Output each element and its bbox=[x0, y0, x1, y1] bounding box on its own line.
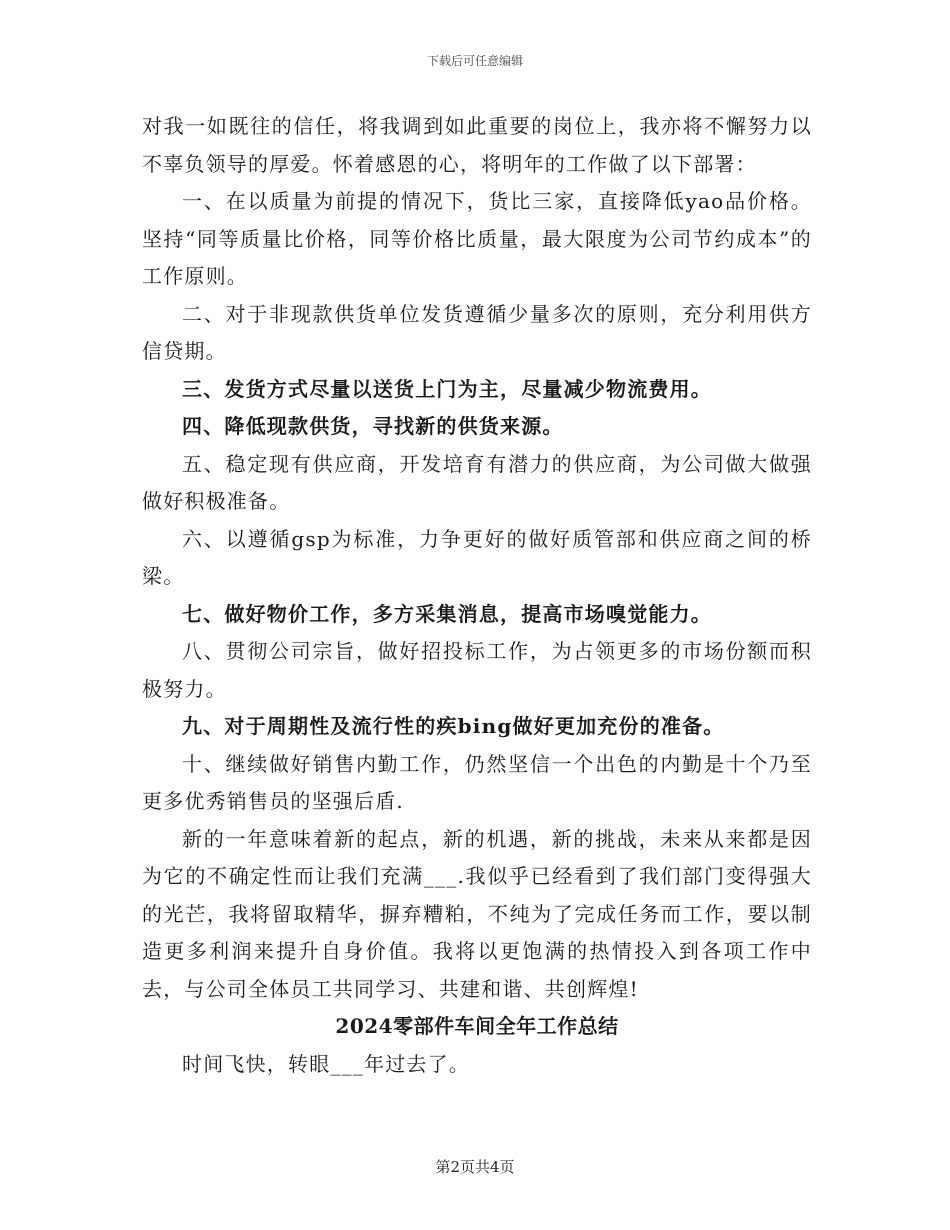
paragraph-opening: 时间飞快，转眼___年过去了。 bbox=[182, 1051, 470, 1076]
paragraph-item-5: 五、稳定现有供应商，开发培育有潜力的供应商，为公司做大做强做好积极准备。 bbox=[142, 451, 812, 513]
paragraph-conclusion: 新的一年意味着新的起点，新的机遇，新的挑战，未来从来都是因为它的不确定性而让我们充满___.我似乎已经看到了我们部门变得强大的光芒，我将留取精华，摒弃糟粕，不纯为了完成任务而工作，要以制造更多利润来提升自身价值。我将以更饱满的热情投入到各项工作中去，与公司全体员工共同学习、共建和谐、共创辉煌! bbox=[142, 826, 812, 1001]
paragraph-item-3: 三、发货方式尽量以送货上门为主，尽量减少物流费用。 bbox=[182, 376, 712, 401]
paragraph-item-10: 十、继续做好销售内勤工作，仍然坚信一个出色的内勤是十个乃至更多优秀销售员的坚强后盾. bbox=[142, 751, 812, 813]
paragraph-intro: 对我一如既往的信任，将我调到如此重要的岗位上，我亦将不懈努力以不辜负领导的厚爱。怀着感恩的心，将明年的工作做了以下部署： bbox=[142, 114, 812, 176]
paragraph-item-6: 六、以遵循gsp为标准，力争更好的做好质管部和供应商之间的桥梁。 bbox=[142, 526, 812, 588]
paragraph-item-2: 二、对于非现款供货单位发货遵循少量多次的原则，充分利用供方信贷期。 bbox=[142, 301, 812, 363]
paragraph-item-7: 七、做好物价工作，多方采集消息，提高市场嗅觉能力。 bbox=[182, 601, 712, 626]
page-header: 下载后可任意编辑 bbox=[426, 54, 523, 68]
section-heading: 2024零部件车间全年工作总结 bbox=[335, 1014, 619, 1038]
paragraph-item-4: 四、降低现款供货，寻找新的供货来源。 bbox=[182, 414, 564, 438]
paragraph-item-1: 一、在以质量为前提的情况下，货比三家，直接降低yao品价格。坚持“同等质量比价格，同等价格比质量，最大限度为公司节约成本”的工作原则。 bbox=[142, 189, 812, 288]
paragraph-item-8: 八、贯彻公司宗旨，做好招投标工作，为占领更多的市场份额而积极努力。 bbox=[142, 639, 812, 701]
paragraph-item-9: 九、对于周期性及流行性的疾bing做好更加充份的准备。 bbox=[182, 714, 725, 738]
document-body bbox=[142, 108, 812, 1083]
page-footer: 第2页共4页 bbox=[435, 1158, 515, 1176]
